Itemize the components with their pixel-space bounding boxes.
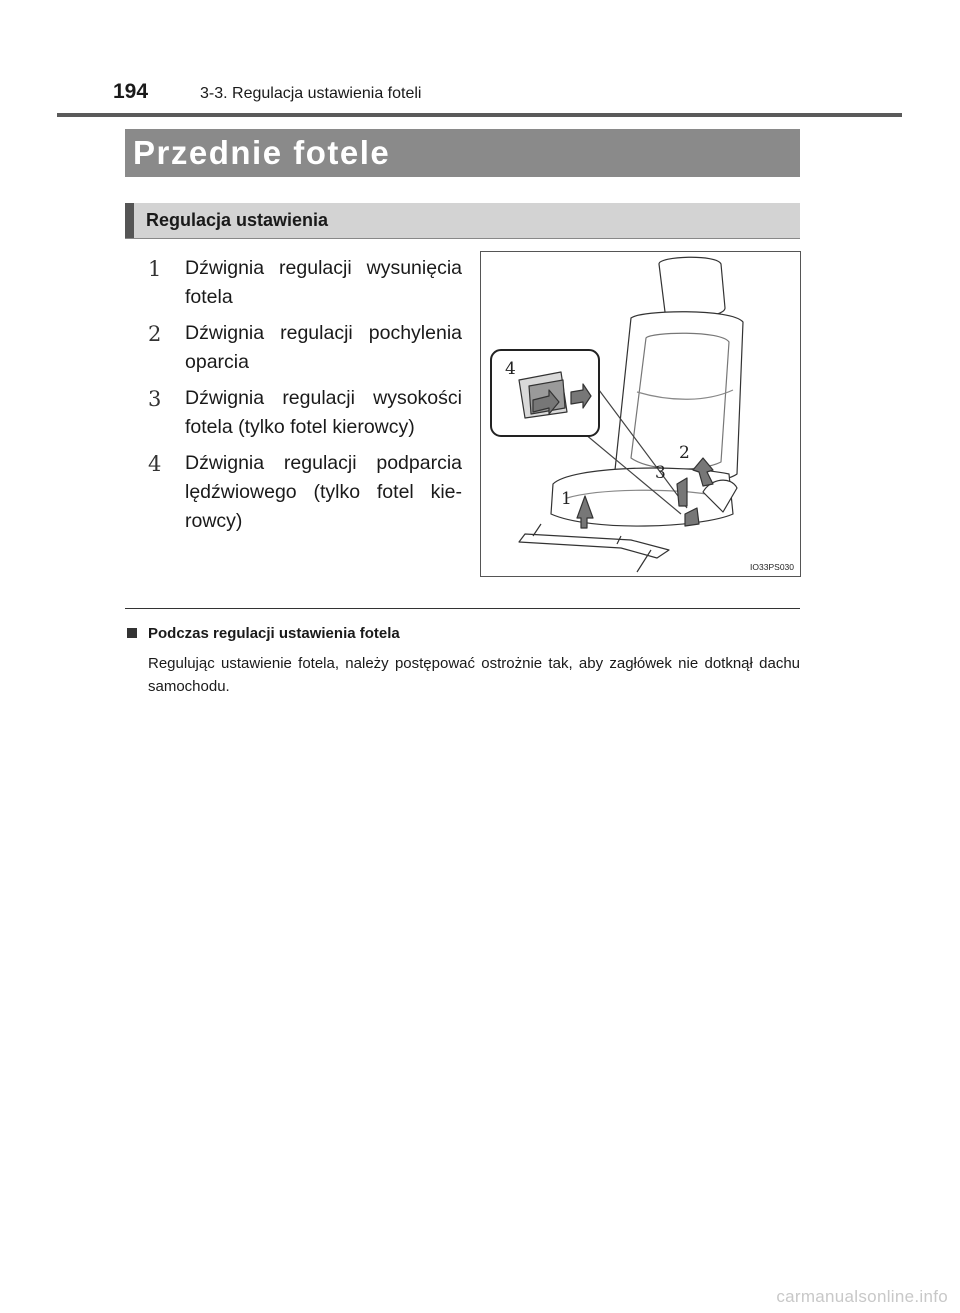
lever-list — [148, 254, 462, 543]
watermark: carmanualsonline.info — [776, 1287, 948, 1306]
note-heading — [127, 625, 400, 642]
note-heading-text: Podczas regulacji ustawienia fotela — [148, 625, 400, 642]
seat-illustration — [481, 252, 800, 576]
subsection-title: Regulacja ustawienia — [146, 210, 329, 230]
seat-rails — [519, 534, 669, 558]
list-item — [148, 449, 462, 536]
callout-4: 4 — [505, 359, 516, 379]
callout-3: 3 — [655, 463, 666, 483]
note-divider — [125, 608, 800, 609]
figure-code: IO33PS030 — [750, 562, 794, 572]
page-number: 194 — [113, 80, 149, 103]
item-number: 2 — [148, 322, 162, 346]
bullet-square-icon — [127, 628, 137, 638]
header-rule — [57, 113, 902, 117]
section-title: Przednie fotele — [125, 129, 800, 177]
list-item — [148, 319, 462, 377]
item-number: 4 — [148, 452, 162, 476]
item-text: Dźwignia regulacji wysunięcia fotela — [185, 257, 462, 308]
callout-1: 1 — [561, 489, 572, 509]
item-number: 1 — [148, 257, 162, 281]
list-item — [148, 254, 462, 312]
item-number: 3 — [148, 387, 162, 411]
callout-2: 2 — [679, 443, 690, 463]
list-item — [148, 384, 462, 442]
item-text: Dźwignia regulacji pochylenia oparcia — [185, 322, 462, 373]
running-header: 3-3. Regulacja ustawienia foteli — [200, 85, 422, 102]
subsection-underline — [125, 238, 800, 239]
seat-figure — [480, 251, 801, 577]
item-text: Dźwignia regulacji wysokości fotela (tylko fotel kierowcy) — [185, 387, 462, 438]
headrest-outline — [659, 257, 725, 318]
subsection-bar — [125, 203, 800, 239]
note-body: Regulując ustawienie fotela, należy postępować ostrożnie tak, aby zagłówek nie dotknął dachu samochodu. — [148, 655, 800, 695]
item-text: Dźwignia regulacji podparcia lędźwiowego (tylko fotel kie-rowcy) — [185, 452, 462, 532]
